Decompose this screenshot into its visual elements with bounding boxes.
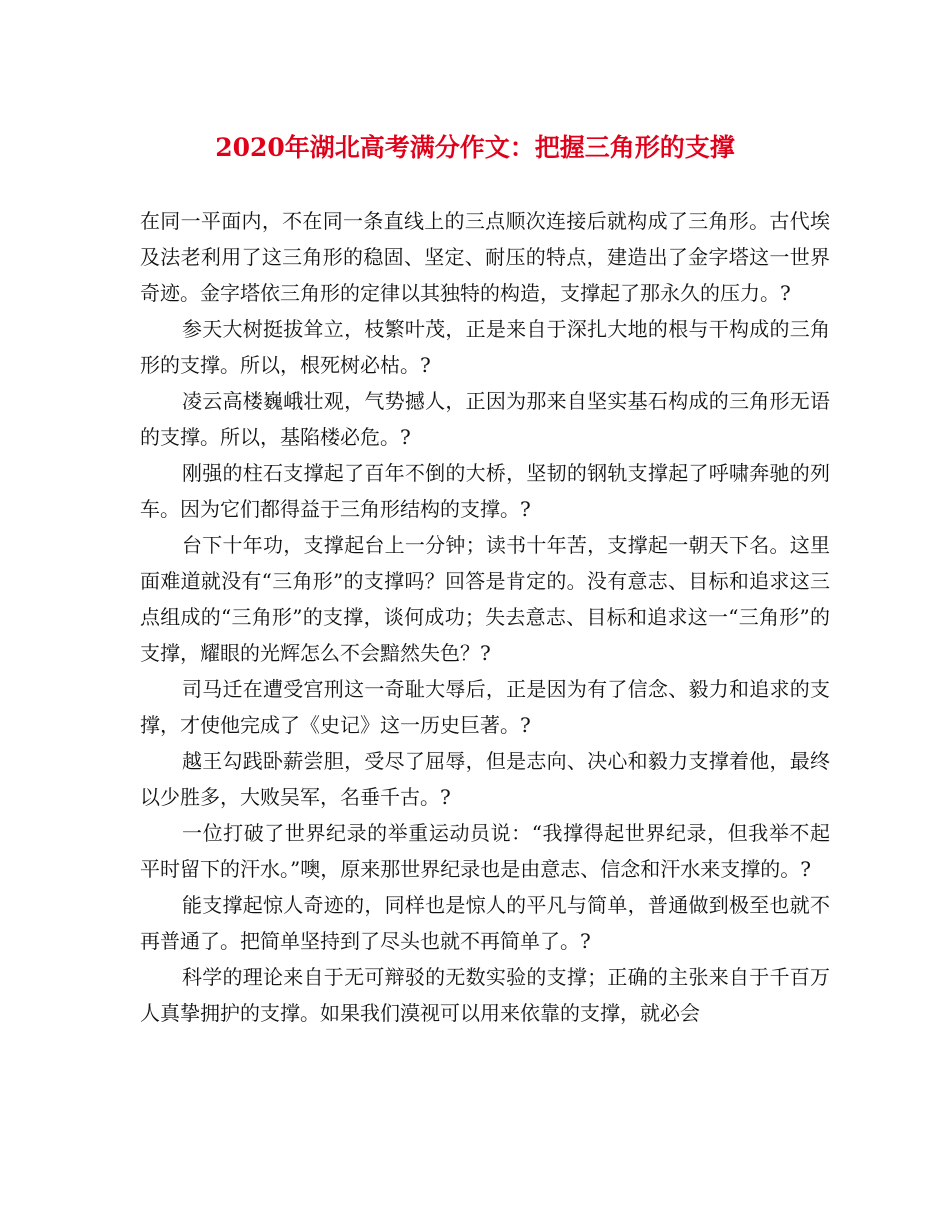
document-body [140, 203, 830, 1031]
document-title: 2020年湖北高考满分作文：把握三角形的支撑 [215, 133, 735, 162]
paragraph-10: 科学的理论来自于无可辩驳的无数实验的支撑；正确的主张来自于千百万人真挚拥护的支撑。如果我们漠视可以用来依靠的支撑，就必会 [140, 965, 830, 1025]
paragraph-6: 司马迁在遭受宫刑这一奇耻大辱后，正是因为有了信念、毅力和追求的支撑，才使他完成了《史记》这一历史巨著。? [140, 677, 830, 737]
paragraph-7: 越王勾践卧薪尝胆，受尽了屈辱，但是志向、决心和毅力支撑着他，最终以少胜多，大败吴军，名垂千古。? [140, 749, 830, 809]
paragraph-1: 在同一平面内，不在同一条直线上的三点顺次连接后就构成了三角形。古代埃及法老利用了这三角形的稳固、坚定、耐压的特点，建造出了金字塔这一世界奇迹。金字塔依三角形的定律以其独特的构造，支撑起了那永久的压力。? [140, 209, 830, 305]
paragraph-2: 参天大树挺拔耸立，枝繁叶茂，正是来自于深扎大地的根与干构成的三角形的支撑。所以，根死树必枯。? [140, 317, 830, 377]
paragraph-8: 一位打破了世界纪录的举重运动员说：“我撑得起世界纪录，但我举不起平时留下的汗水。”噢，原来那世界纪录也是由意志、信念和汗水来支撑的。? [140, 821, 830, 881]
paragraph-9: 能支撑起惊人奇迹的，同样也是惊人的平凡与简单，普通做到极至也就不再普通了。把简单坚持到了尽头也就不再简单了。? [140, 893, 830, 953]
paragraph-5: 台下十年功，支撑起台上一分钟；读书十年苦，支撑起一朝天下名。这里面难道就没有“三角形”的支撑吗？回答是肯定的。没有意志、目标和追求这三点组成的“三角形”的支撑，谈何成功；失去意志、目标和追求这一“三角形”的支撑，耀眼的光辉怎么不会黯然失色？? [140, 533, 830, 665]
paragraph-3: 凌云高楼巍峨壮观，气势撼人，正因为那来自坚实基石构成的三角形无语的支撑。所以，基陷楼必危。? [140, 389, 830, 449]
paragraph-4: 刚强的柱石支撑起了百年不倒的大桥，坚韧的钢轨支撑起了呼啸奔驰的列车。因为它们都得益于三角形结构的支撑。? [140, 461, 830, 521]
